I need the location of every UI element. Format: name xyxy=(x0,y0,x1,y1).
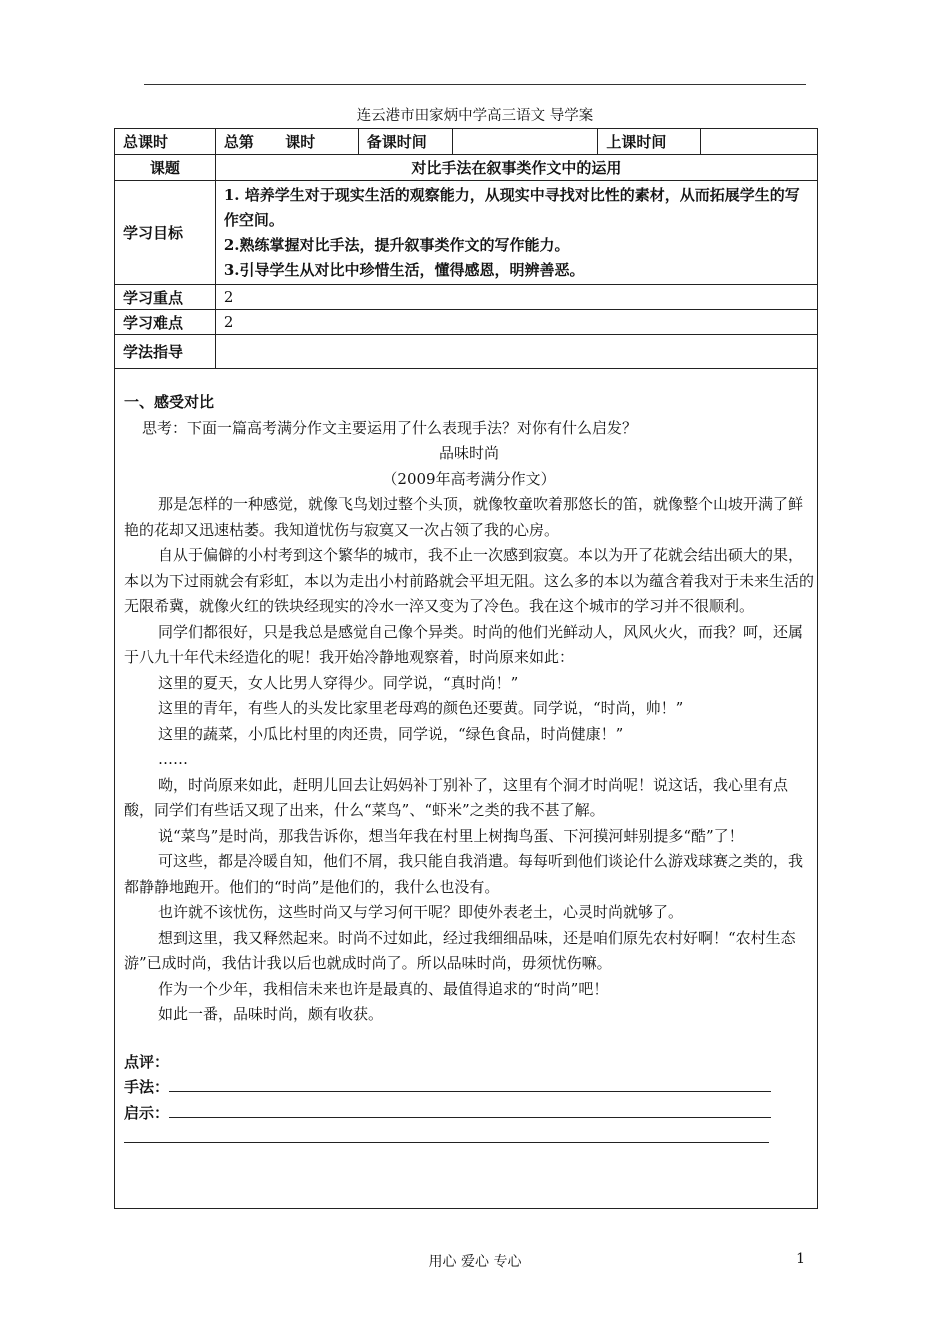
lesson-info-table xyxy=(114,128,818,369)
essay-paragraph: 那是怎样的一种感觉，就像飞鸟划过整个头顶，就像牧童吹着那悠长的笛，就像整个山坡开满了鲜艳的花却又迅速枯萎。我知道忧伤与寂寞又一次占领了我的心房。 xyxy=(124,495,804,539)
essay-paragraph: 可这些，都是冷暖自知，他们不屑，我只能自我消遣。每每听到他们谈论什么游戏球赛之类的，我都静静地跑开。他们的“时尚”是他们的，我什么也没有。 xyxy=(124,852,804,896)
key-points-label: 学习重点 xyxy=(115,285,216,310)
topic-value: 对比手法在叙事类作文中的运用 xyxy=(215,155,817,181)
essay-title: 品味时尚 xyxy=(438,444,499,462)
essay-paragraph: 呦，时尚原来如此，赶明儿回去让妈妈补丁别补了，这里有个洞才时尚呢！说这话，我心里有点酸，同学们有些话又现了出来，什么“菜鸟”、“虾米”之类的我不甚了解。 xyxy=(124,775,789,819)
lesson-prefix: 总第 xyxy=(223,133,254,151)
lesson-number-cell xyxy=(215,129,358,155)
technique-label: 手法： xyxy=(124,1078,170,1096)
info-row-topic xyxy=(115,155,818,181)
goal-item: 1. 培养学生对于现实生活的观察能力，从现实中寻找对比性的素材，从而拓展学生的写作空间。 xyxy=(223,185,800,229)
method-value xyxy=(215,335,817,369)
extra-row xyxy=(124,1126,814,1152)
insight-row xyxy=(124,1101,814,1127)
info-row-goals xyxy=(115,181,818,285)
class-time-label: 上课时间 xyxy=(598,129,701,155)
info-row-schedule xyxy=(115,129,818,155)
essay-paragraph: 作为一个少年，我相信未来也许是最真的、最值得追求的“时尚”吧！ xyxy=(158,979,609,998)
review-label: 点评： xyxy=(124,1052,170,1071)
goal-item: 2.熟练掌握对比手法，提升叙事类作文的写作能力。 xyxy=(223,235,570,254)
essay-paragraph: …… xyxy=(158,750,188,768)
page-number: 1 xyxy=(796,1251,805,1267)
difficulty-label: 学习难点 xyxy=(115,310,216,335)
technique-row xyxy=(124,1075,814,1101)
essay-paragraph: 这里的蔬菜，小瓜比村里的肉还贵，同学说，“绿色食品，时尚健康！” xyxy=(158,724,624,743)
info-row-key xyxy=(115,285,818,310)
insight-answer-line[interactable] xyxy=(169,1102,771,1118)
question-text: 思考：下面一篇高考满分作文主要运用了什么表现手法？对你有什么启发？ xyxy=(142,418,638,437)
essay-paragraph: 想到这里，我又释然起来。时尚不过如此，经过我细细品味，还是咱们原先农村好啊！“农村生态游”已成时尚，我估计我以后也就成时尚了。所以品味时尚，毋须忧伤嘛。 xyxy=(124,928,796,972)
essay-paragraph: 同学们都很好，只是我总是感觉自己像个异类。时尚的他们光鲜动人，风风火火，而我？呵，还属于八九十年代未经造化的呢！我开始冷静地观察着，时尚原来如此： xyxy=(124,622,804,666)
prep-time-value xyxy=(452,129,598,155)
essay-paragraph: 这里的夏天，女人比男人穿得少。同学说，“真时尚！” xyxy=(158,673,519,692)
footer-motto: 用心 爱心 专心 xyxy=(428,1254,522,1270)
spacer xyxy=(124,1028,814,1050)
goals-list xyxy=(215,181,817,285)
essay-subtitle: （2009年高考满分作文） xyxy=(382,469,556,488)
class-time-value xyxy=(701,129,818,155)
difficulty-value: 2 xyxy=(215,310,817,335)
goals-label: 学习目标 xyxy=(115,181,216,285)
essay-paragraph: 如此一番，品味时尚，颇有收获。 xyxy=(158,1005,384,1023)
lesson-suffix: 课时 xyxy=(285,133,316,151)
page-title: 连云港市田家炳中学高三语文 导学案 xyxy=(356,108,594,124)
technique-answer-line[interactable] xyxy=(169,1076,771,1092)
essay-paragraph: 说“菜鸟”是时尚，那我告诉你，想当年我在村里上树掏鸟蛋、下河摸河蚌别提多“酷”了！ xyxy=(158,826,744,845)
total-hours-label: 总课时 xyxy=(115,129,216,155)
key-points-value: 2 xyxy=(215,285,817,310)
insight-label: 启示： xyxy=(124,1103,170,1122)
method-label: 学法指导 xyxy=(115,335,216,369)
essay-paragraph: 这里的青年，有些人的头发比家里老母鸡的颜色还要黄。同学说，“时尚，帅！” xyxy=(158,699,684,717)
prep-time-label: 备课时间 xyxy=(358,129,452,155)
info-row-difficulty xyxy=(115,310,818,335)
essay-paragraph: 也许就不该忧伤，这些时尚又与学习何干呢？即使外表老土，心灵时尚就够了。 xyxy=(158,903,684,921)
goal-item: 3.引导学生从对比中珍惜生活，懂得感恩，明辨善恶。 xyxy=(223,260,585,279)
extra-answer-line[interactable] xyxy=(124,1127,769,1143)
lesson-content xyxy=(124,390,814,1152)
info-row-method xyxy=(115,335,818,369)
header-rule xyxy=(144,84,806,85)
section-title: 一、感受对比 xyxy=(124,393,215,411)
topic-label: 课题 xyxy=(115,155,216,181)
essay-paragraph: 自从于偏僻的小村考到这个繁华的城市，我不止一次感到寂寞。本以为开了花就会结出硕大的果，本以为下过雨就会有彩虹，本以为走出小村前路就会平坦无阻。这么多的本以为蕴含着我对于未来生活的无限希冀，就像火红的铁块经现实的冷水一淬又变为了冷色。我在这个城市的学习并不很顺利。 xyxy=(124,546,815,615)
